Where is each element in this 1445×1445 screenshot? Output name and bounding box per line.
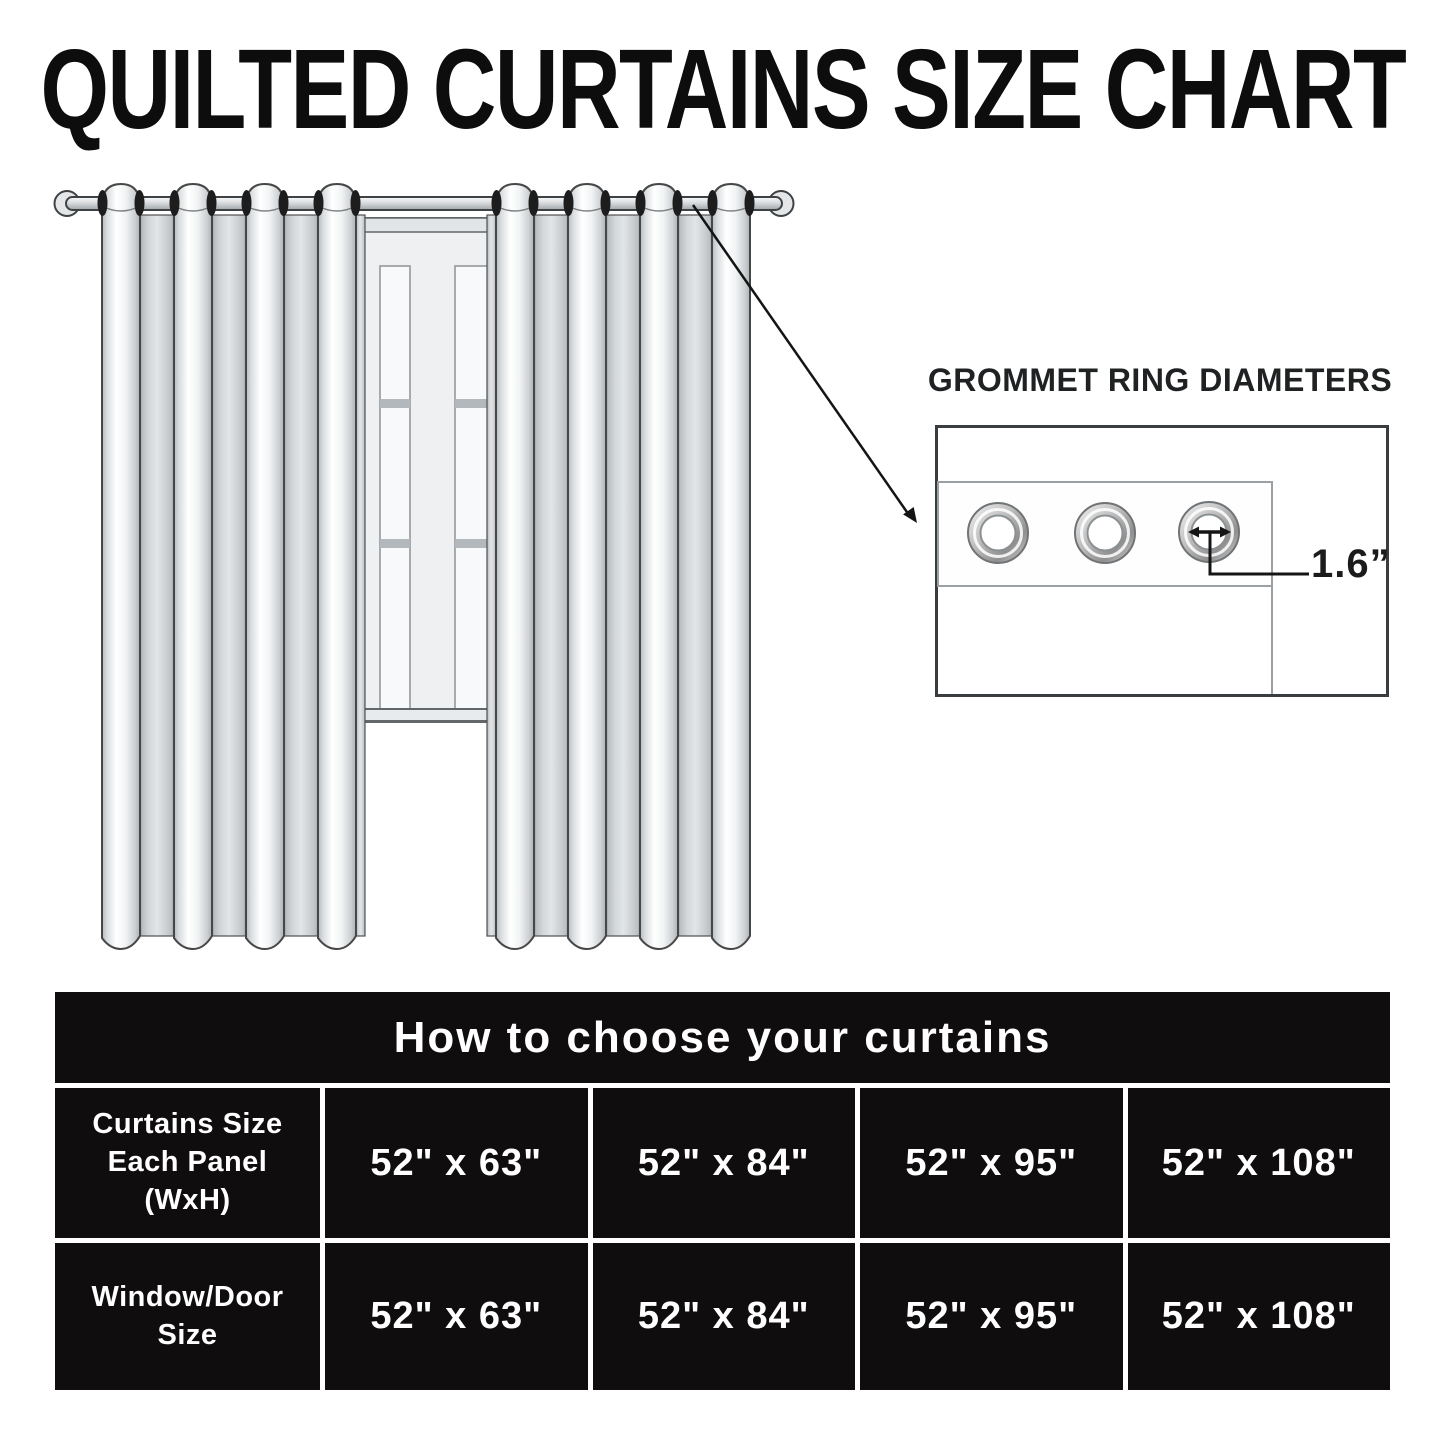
- curtain-panel-right: [487, 184, 755, 949]
- size-cell: 52" x 84": [593, 1243, 856, 1390]
- dimension-label: 1.6”: [1311, 542, 1391, 586]
- curtain-fold: [636, 184, 683, 949]
- curtain-pleat-gap: [679, 215, 712, 936]
- size-table: [55, 992, 1390, 1390]
- size-cell: 52" x 108": [1128, 1243, 1391, 1390]
- curtain-pleat-gap: [607, 215, 640, 936]
- curtain-edge: [356, 215, 365, 936]
- curtain-pleat-gap: [213, 215, 246, 936]
- curtain-fold: [98, 184, 145, 949]
- size-cell: 52" x 63": [325, 1088, 588, 1238]
- window-muntin: [380, 399, 410, 408]
- curtain-fold: [492, 184, 539, 949]
- window-muntin: [380, 539, 410, 548]
- window-pane-right: [455, 266, 488, 709]
- curtain-fold: [314, 184, 361, 949]
- curtain-rod: [55, 191, 794, 216]
- curtain-fold: [564, 184, 611, 949]
- row-label-panel-size: Curtains Size Each Panel (WxH): [55, 1088, 320, 1238]
- size-cell: 52" x 95": [860, 1243, 1123, 1390]
- page-title: QUILTED CURTAINS SIZE CHART: [40, 26, 1405, 152]
- curtain-pleat-gap: [285, 215, 318, 936]
- size-cell: 52" x 95": [860, 1088, 1123, 1238]
- window-muntin: [455, 539, 488, 548]
- window-sill: [362, 709, 498, 721]
- curtain-illustration: [40, 160, 930, 980]
- size-cell: 52" x 63": [325, 1243, 588, 1390]
- window-muntin: [455, 399, 488, 408]
- curtain-fold: [242, 184, 289, 949]
- window: [362, 218, 498, 722]
- curtain-pleat-gap: [141, 215, 174, 936]
- curtain-fold: [708, 184, 755, 949]
- curtain-pleat-gap: [535, 215, 568, 936]
- table-header: How to choose your curtains: [55, 992, 1390, 1083]
- curtain-panel-left: [98, 184, 366, 949]
- curtain-fold: [170, 184, 217, 949]
- grommet-inset-title: GROMMET RING DIAMETERS: [927, 362, 1393, 398]
- size-cell: 52" x 84": [593, 1088, 856, 1238]
- page-title-row: [0, 26, 1445, 152]
- grommet-ring: [968, 503, 1028, 563]
- grommet-ring: [1075, 503, 1135, 563]
- row-label-window-size: Window/Door Size: [55, 1243, 320, 1390]
- size-cell: 52" x 108": [1128, 1088, 1391, 1238]
- window-pane-left: [380, 266, 410, 709]
- window-top-bar: [364, 218, 496, 232]
- curtain-edge: [487, 215, 496, 936]
